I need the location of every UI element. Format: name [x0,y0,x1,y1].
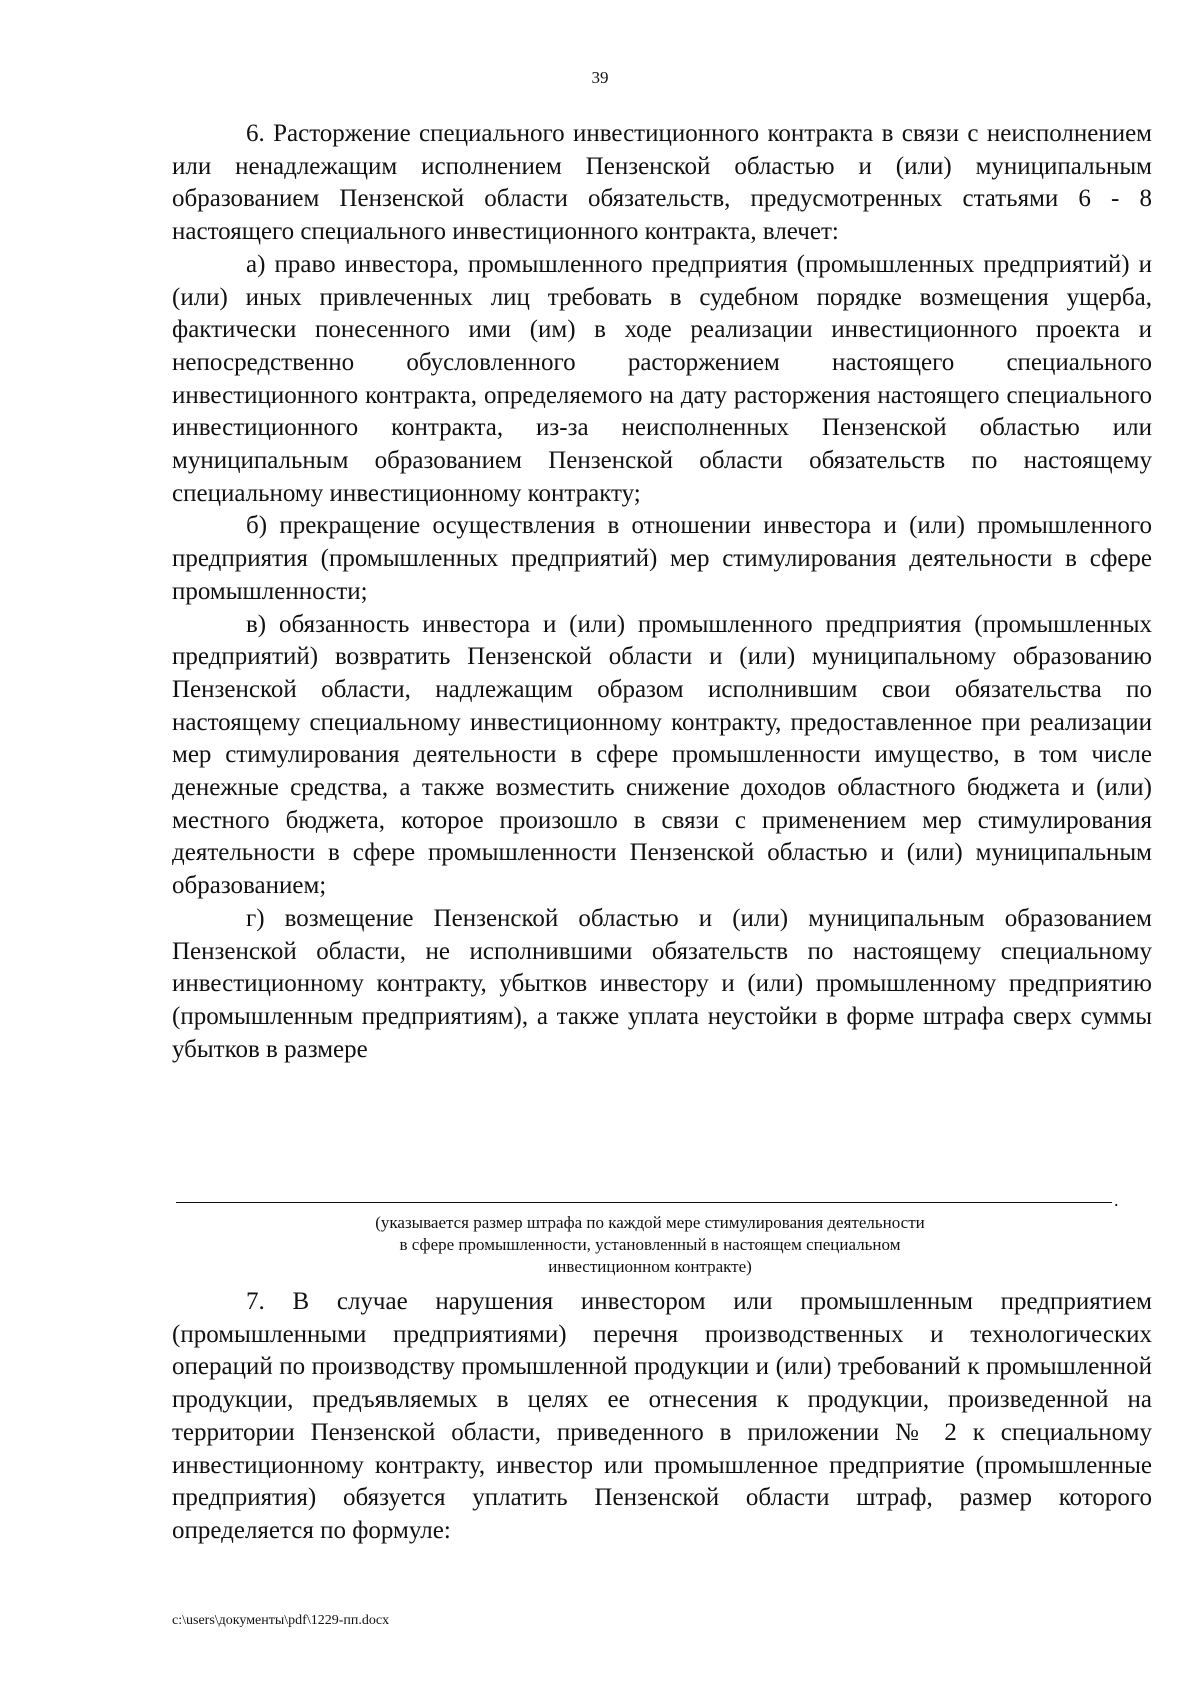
paragraph-6a: а) право инвестора, промышленного предприятия (промышленных предприятий) и (или) иных привлеченных лиц требовать в судебном порядке возмещения ущерба, фактически понесенного ими (им) в ходе реализации инвестиционного проекта и непосредственно обусловленного расторжением настоящего специального инвестиционного контракта, определяемого на дату расторжения настоящего специального инвестиционного контракта, из-за неисполненных Пензенской областью или муниципальным образованием Пензенской области обязательств по настоящему специальному инвестиционному контракту; [172,250,1152,507]
paragraph-6: 6. Расторжение специального инвестиционного контракта в связи с неисполнением или ненадлежащим исполнением Пензенской областью и (или) муниципальным образованием Пензенской области обязательств, предусмотренных статьями 6 - 8 настоящего специального инвестиционного контракта, влечет: [172,120,1152,246]
paragraph-6g: г) возмещение Пензенской областью и (или) муниципальным образованием Пензенской области, не исполнившими обязательств по настоящему специальному инвестиционному контракту, убытков инвестору и (или) промышленному предприятию (промышленным предприятиям), а также уплата неустойки в форме штрафа сверх суммы убытков в размере [172,904,1152,1063]
fill-in-note [300,1212,1000,1278]
paragraph-7: 7. В случае нарушения инвестором или промышленным предприятием (промышленными предприятиями) перечня производственных и технологических операций по производству промышленной продукции и (или) требований к промышленной продукции, предъявляемых в целях ее отнесения к продукции, произведенной на территории Пензенской области, приведенного в приложении № 2 к специальному инвестиционному контракту, инвестор или промышленное предприятие (промышленные предприятия) обязуется уплатить Пензенской области штраф, размер которого определяется по формуле: [172,1288,1152,1544]
footer-file-path: c:\users\документы\pdf\1229-пп.docx [172,1613,390,1628]
document-body-section-6 [172,118,1152,1066]
note-line: инвестиционном контракте) [548,1257,752,1276]
page-number: 39 [591,68,609,87]
note-line: (указывается размер штрафа по каждой мере стимулирования деятельности [375,1213,925,1232]
paragraph-6b: б) прекращение осуществления в отношении инвестора и (или) промышленного предприятия (промышленных предприятий) мер стимулирования деятельности в сфере промышленности; [172,512,1152,605]
note-line: в сфере промышленности, установленный в настоящем специальном [399,1235,901,1254]
fill-in-blank-line [176,1190,1112,1203]
fill-in-blank-period: . [1114,1190,1119,1210]
document-body-section-7 [172,1286,1152,1548]
paragraph-6v: в) обязанность инвестора и (или) промышленного предприятия (промышленных предприятий) возвратить Пензенской области и (или) муниципальному образованию Пензенской области, надлежащим образом исполнившим свои обязательства по настоящему специальному инвестиционному контракту, предоставленное при реализации мер стимулирования деятельности в сфере промышленности имущество, в том числе денежные средства, а также возместить снижение доходов областного бюджета и (или) местного бюджета, которое произошло в связи с применением мер стимулирования деятельности в сфере промышленности Пензенской областью и (или) муниципальным образованием; [172,610,1152,900]
